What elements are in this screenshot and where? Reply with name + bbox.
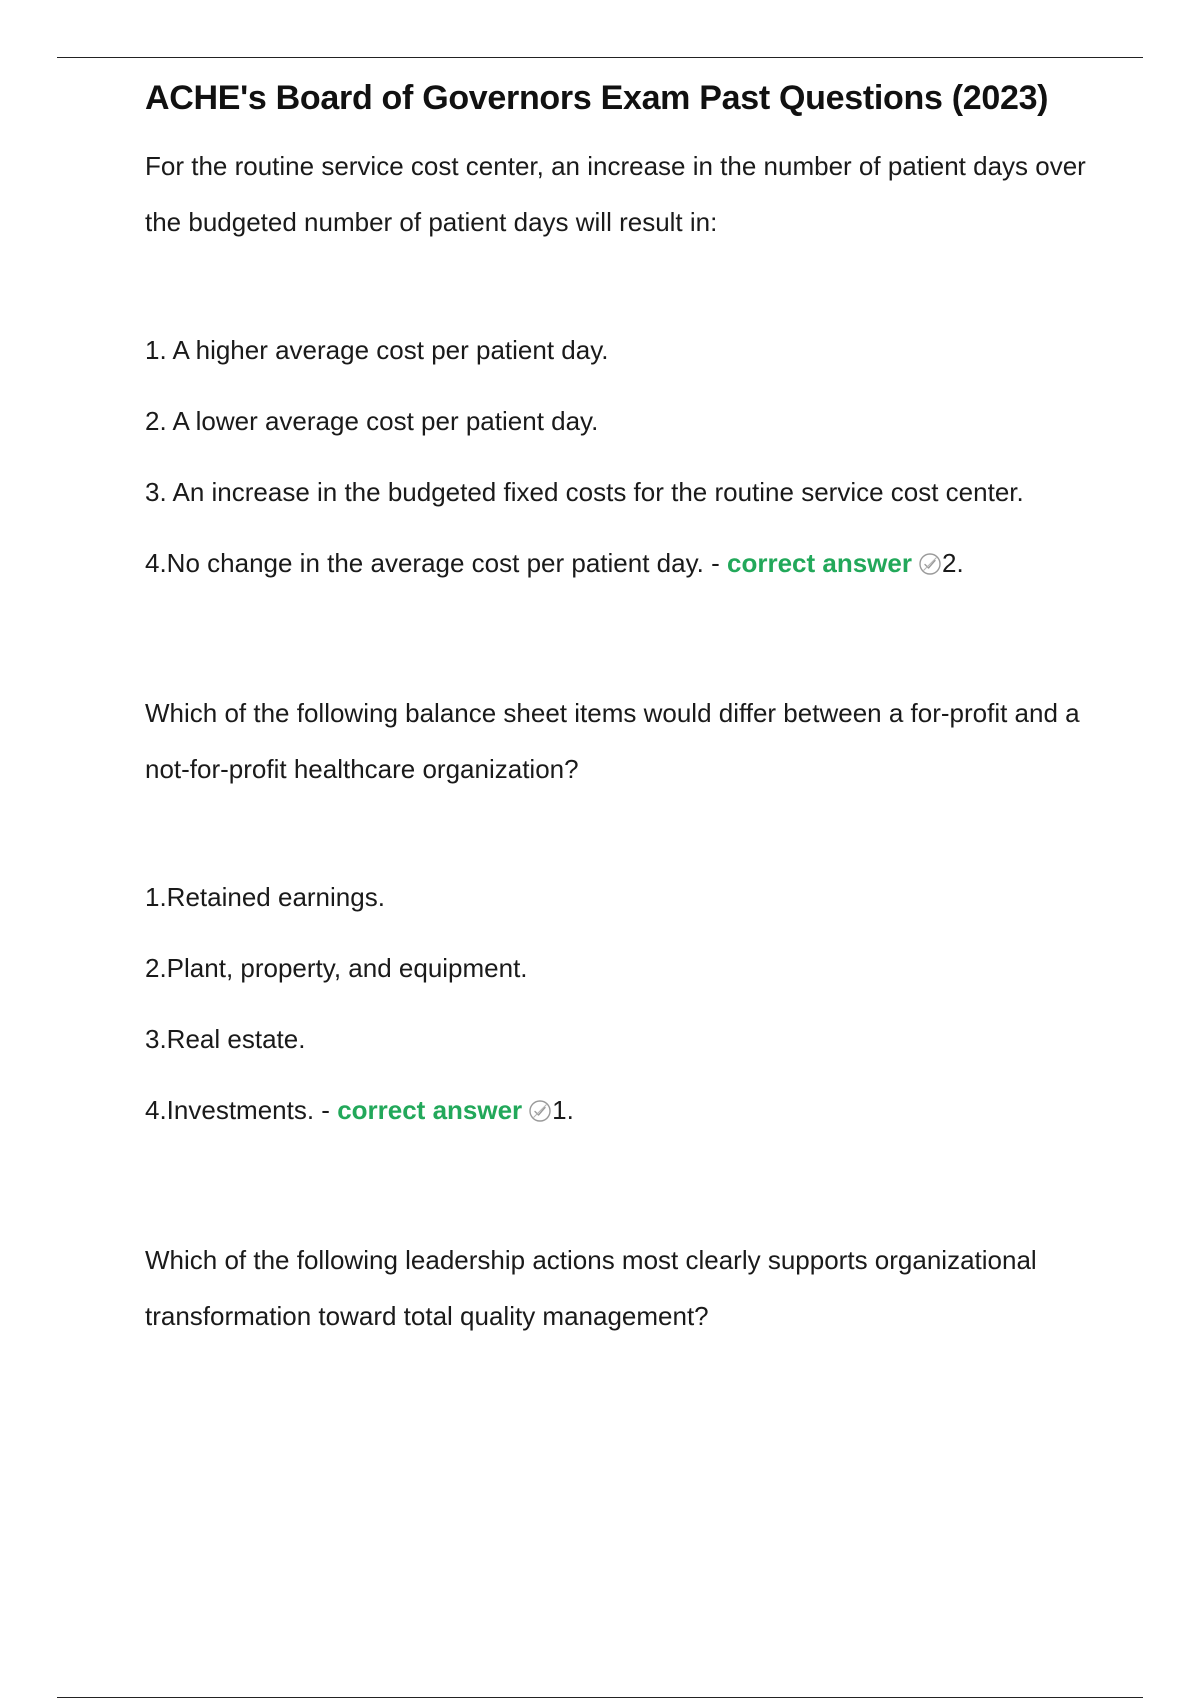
option-item-with-answer [145, 1092, 1105, 1132]
bottom-rule [57, 1697, 1143, 1698]
answer-value: 2. [941, 548, 964, 578]
option-item: 3. An increase in the budgeted fixed costs for the routine service cost center. [145, 477, 1024, 507]
question-text: Which of the following balance sheet items would differ between a for-profit and a not-for-profit healthcare organization? [145, 698, 1080, 784]
option-text: 4.Investments. - [145, 1095, 338, 1125]
option-list [145, 879, 1105, 1132]
option-item: 3.Real estate. [145, 1024, 306, 1054]
option-item: 2.Plant, property, and equipment. [145, 953, 528, 983]
option-text: 4.No change in the average cost per patient day. - [145, 548, 727, 578]
option-item-with-answer [145, 545, 1105, 585]
correct-answer-label: correct answer [727, 548, 912, 578]
check-circle-icon [528, 1096, 552, 1132]
correct-answer-label: correct answer [337, 1095, 523, 1125]
question-block-1 [145, 138, 1105, 585]
option-list [145, 332, 1105, 585]
top-rule [57, 57, 1143, 58]
question-block-3 [145, 1232, 1105, 1344]
option-item: 1. A higher average cost per patient day. [145, 335, 609, 365]
question-text: Which of the following leadership actions most clearly supports organizational transformation toward total quality management? [145, 1245, 1037, 1331]
check-circle-icon [918, 549, 942, 585]
question-block-2 [145, 685, 1105, 1132]
document-title: ACHE's Board of Governors Exam Past Questions (2023) [145, 79, 1049, 117]
option-item: 1.Retained earnings. [145, 882, 385, 912]
question-text: For the routine service cost center, an increase in the number of patient days over the budgeted number of patient days will result in: [145, 151, 1086, 237]
option-item: 2. A lower average cost per patient day. [145, 406, 599, 436]
answer-value: 1. [552, 1095, 574, 1125]
document-body [145, 72, 1105, 1344]
